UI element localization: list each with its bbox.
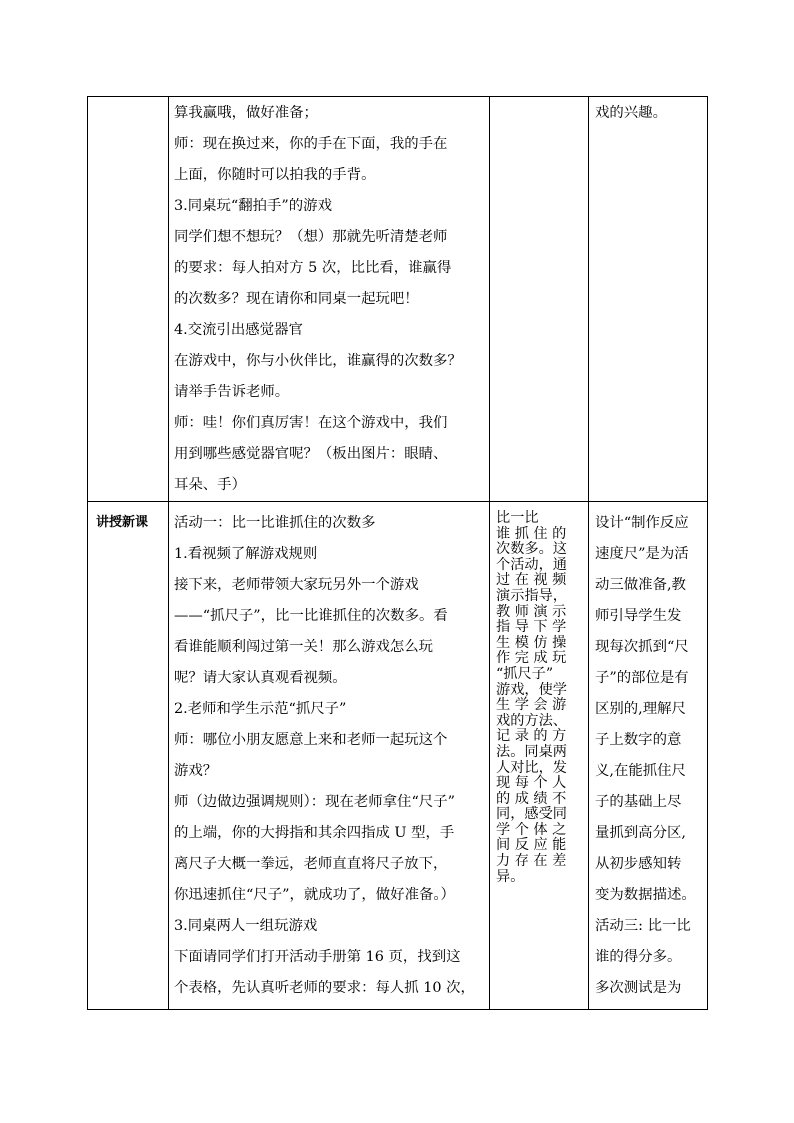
text-line: 同学们想不想玩？（想）那就先听清楚老师 <box>174 229 448 245</box>
text-line: 师：现在换过来，你的手在下面，我的手在 <box>174 136 448 152</box>
text-line: 游戏？ <box>174 763 218 779</box>
table-row <box>88 97 708 502</box>
text-line: 人对比，发 <box>496 759 567 776</box>
section-label-cell <box>88 502 169 1010</box>
text-line: 3.同桌玩“翻拍手”的游戏 <box>174 198 332 214</box>
text-line: 师（边做边强调规则）：现在老师拿住“尺子” <box>174 794 455 810</box>
text-line: 戏的方法、 <box>496 712 567 729</box>
text-line: 耳朵、手） <box>174 477 246 493</box>
text-line: 指 导 下 学 <box>496 619 567 636</box>
text-line: 请举手告诉老师。 <box>174 384 290 400</box>
text-line: 看谁能顺利闯过第一关！那么游戏怎么玩 <box>174 639 434 655</box>
text-line: 4.交流引出感觉器官 <box>174 322 303 338</box>
text-line: 比一比 <box>496 510 539 526</box>
text-line: 演示指导， <box>496 587 567 604</box>
text-line: 的要求：每人拍对方 5 次，比比看，谁赢得 <box>174 260 452 276</box>
text-line: 力 存 在 差 <box>496 853 567 870</box>
text-line: 动三做准备,教 <box>595 577 686 593</box>
text-line: 法。同桌两 <box>496 743 567 760</box>
section-label: 讲授新课 <box>96 515 149 530</box>
text-line: 算我赢哦，做好准备； <box>174 105 318 121</box>
text-line: 3.同桌两人一组玩游戏 <box>174 918 318 934</box>
teaching-content-cell <box>169 502 490 1010</box>
text-line: 你迅速抓住“尺子”，就成功了，做好准备。） <box>174 887 455 903</box>
text-line: 从初步感知转 <box>595 856 682 872</box>
design-notes-cell <box>589 502 708 1010</box>
text-line: 义,在能抓住尺 <box>595 763 686 779</box>
text-line: 教 师 演 示 <box>496 603 567 620</box>
text-line: 同，感受同 <box>496 806 567 823</box>
text-line: 用到哪些感觉器官呢？（板出图片：眼睛、 <box>174 446 448 462</box>
text-line: 游戏，使学 <box>496 681 567 698</box>
text-line: 谁的得分多。 <box>595 949 682 965</box>
text-line: 的 成 绩 不 <box>496 790 567 807</box>
text-line: 个表格，先认真听老师的要求：每人抓 10 次， <box>174 980 475 996</box>
text-line: 活动一：比一比谁抓住的次数多 <box>174 515 376 531</box>
text-line: 子上数字的意 <box>595 732 682 748</box>
table-row <box>88 502 708 1010</box>
text-line: 次数多。这 <box>496 541 567 558</box>
design-intent <box>490 502 588 885</box>
text-line: 的次数多？现在请你和同桌一起玩吧！ <box>174 291 419 307</box>
text-line: 生 模 仿 操 <box>496 634 567 651</box>
text-line: 师：哇！你们真厉害！在这个游戏中，我们 <box>174 415 448 431</box>
design-notes <box>589 502 707 1004</box>
text-line: 变为数据描述。 <box>595 887 696 903</box>
text-line: “抓尺子” <box>496 665 554 682</box>
text-line: 2.老师和学生示范“抓尺子” <box>174 701 347 717</box>
text-line: 生 学 会 游 <box>496 697 567 714</box>
text-line: 区别的,理解尺 <box>595 701 686 717</box>
text-line: 多次测试是为 <box>595 980 682 996</box>
text-line: 异。 <box>496 868 525 885</box>
design-notes <box>589 97 707 129</box>
text-line: 现每次抓到“尺 <box>595 639 689 655</box>
section-label-cell <box>88 97 169 502</box>
text-line: 谁 抓 住 的 <box>496 525 567 542</box>
text-line: 活动三: 比一比 <box>595 918 691 934</box>
text-line: 师引导学生发 <box>595 608 682 624</box>
teaching-content <box>169 97 489 501</box>
text-line: 记 录 的 方 <box>496 728 567 745</box>
text-line: 个活动，通 <box>496 556 567 573</box>
text-line: 过 在 视 频 <box>496 572 567 589</box>
text-line: 学 个 体 之 <box>496 821 567 838</box>
text-line: 设计“制作反应 <box>595 515 689 531</box>
design-notes-cell <box>589 97 708 502</box>
text-line: 1.看视频了解游戏规则 <box>174 546 318 562</box>
text-line: 的上端，你的大拇指和其余四指成 U 型，手 <box>174 825 455 841</box>
text-line: 戏的兴趣。 <box>595 105 667 121</box>
text-line: 作 完 成 玩 <box>496 650 567 667</box>
text-line: 离尺子大概一拳远，老师直直将尺子放下， <box>174 856 448 872</box>
text-line: 师：哪位小朋友愿意上来和老师一起玩这个 <box>174 732 448 748</box>
text-line: 呢？请大家认真观看视频。 <box>174 670 347 686</box>
text-line: 速度尺”是为活 <box>595 546 689 562</box>
text-line: 量抓到高分区, <box>595 825 686 841</box>
text-line: ——“抓尺子”，比一比谁抓住的次数多。看 <box>174 608 448 624</box>
design-intent-cell <box>490 502 589 1010</box>
text-line: 现 每 个 人 <box>496 775 567 792</box>
text-line: 子”的部位是有 <box>595 670 689 686</box>
teaching-content <box>169 502 489 1004</box>
text-line: 上面，你随时可以拍我的手背。 <box>174 167 376 183</box>
teaching-content-cell <box>169 97 490 502</box>
text-line: 下面请同学们打开活动手册第 16 页，找到这 <box>174 949 461 965</box>
lesson-plan-table <box>87 96 708 1010</box>
text-line: 接下来，老师带领大家玩另外一个游戏 <box>174 577 419 593</box>
design-intent-cell <box>490 97 589 502</box>
text-line: 间 反 应 能 <box>496 837 567 854</box>
text-line: 在游戏中，你与小伙伴比，谁赢得的次数多？ <box>174 353 462 369</box>
design-intent <box>490 97 588 106</box>
text-line: 子的基础上尽 <box>595 794 682 810</box>
section-label <box>88 97 168 106</box>
